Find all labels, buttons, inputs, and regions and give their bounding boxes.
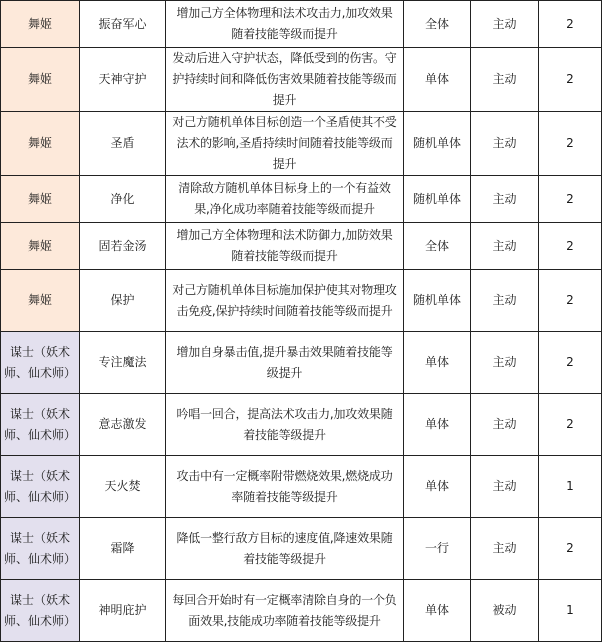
type-cell: 主动 <box>471 332 539 394</box>
target-cell: 全体 <box>404 223 471 270</box>
count-cell: 1 <box>539 456 602 518</box>
table-row <box>1 394 602 456</box>
count-cell: 2 <box>539 270 602 332</box>
type-cell: 主动 <box>471 112 539 176</box>
class-cell: 舞姬 <box>1 48 80 112</box>
class-cell: 舞姬 <box>1 1 80 48</box>
table-row <box>1 176 602 223</box>
skill-table-body <box>1 1 602 642</box>
count-cell: 2 <box>539 176 602 223</box>
count-cell: 2 <box>539 394 602 456</box>
class-cell: 舞姬 <box>1 176 80 223</box>
target-cell: 单体 <box>404 394 471 456</box>
description-cell: 攻击中有一定概率附带燃烧效果,燃烧成功率随着技能等级提升 <box>166 456 404 518</box>
description-cell: 对己方随机单体目标施加保护使其对物理攻击免疫,保护持续时间随着技能等级而提升 <box>166 270 404 332</box>
type-cell: 被动 <box>471 580 539 642</box>
class-cell: 舞姬 <box>1 270 80 332</box>
skill-name-cell: 意志激发 <box>80 394 166 456</box>
type-cell: 主动 <box>471 1 539 48</box>
description-cell: 降低一整行敌方目标的速度值,降速效果随着技能等级提升 <box>166 518 404 580</box>
description-cell: 发动后进入守护状态，降低受到的伤害。守护持续时间和降低伤害效果随着技能等级而提升 <box>166 48 404 112</box>
count-cell: 2 <box>539 223 602 270</box>
description-cell: 增加己方全体物理和法术攻击力,加攻效果随着技能等级而提升 <box>166 1 404 48</box>
description-cell: 每回合开始时有一定概率清除自身的一个负面效果,技能成功率随着技能等级提升 <box>166 580 404 642</box>
description-cell: 增加自身暴击值,提升暴击效果随着技能等级提升 <box>166 332 404 394</box>
skill-name-cell: 专注魔法 <box>80 332 166 394</box>
skill-name-cell: 圣盾 <box>80 112 166 176</box>
count-cell: 2 <box>539 48 602 112</box>
target-cell: 单体 <box>404 48 471 112</box>
type-cell: 主动 <box>471 394 539 456</box>
target-cell: 一行 <box>404 518 471 580</box>
target-cell: 随机单体 <box>404 176 471 223</box>
class-cell: 谋士（妖术师、仙术师） <box>1 580 80 642</box>
target-cell: 单体 <box>404 456 471 518</box>
table-row <box>1 1 602 48</box>
skill-name-cell: 天火焚 <box>80 456 166 518</box>
class-cell: 谋士（妖术师、仙术师） <box>1 332 80 394</box>
class-cell: 舞姬 <box>1 112 80 176</box>
table-row <box>1 270 602 332</box>
skill-name-cell: 保护 <box>80 270 166 332</box>
target-cell: 随机单体 <box>404 270 471 332</box>
count-cell: 1 <box>539 580 602 642</box>
description-cell: 增加己方全体物理和法术防御力,加防效果随着技能等级而提升 <box>166 223 404 270</box>
type-cell: 主动 <box>471 48 539 112</box>
type-cell: 主动 <box>471 518 539 580</box>
table-row <box>1 456 602 518</box>
skill-name-cell: 净化 <box>80 176 166 223</box>
class-cell: 舞姬 <box>1 223 80 270</box>
skill-name-cell: 神明庇护 <box>80 580 166 642</box>
class-cell: 谋士（妖术师、仙术师） <box>1 394 80 456</box>
table-row <box>1 223 602 270</box>
target-cell: 随机单体 <box>404 112 471 176</box>
count-cell: 2 <box>539 112 602 176</box>
table-row <box>1 48 602 112</box>
count-cell: 2 <box>539 1 602 48</box>
skill-name-cell: 固若金汤 <box>80 223 166 270</box>
target-cell: 全体 <box>404 1 471 48</box>
skill-name-cell: 振奋军心 <box>80 1 166 48</box>
description-cell: 吟唱一回合，提高法术攻击力,加攻效果随着技能等级提升 <box>166 394 404 456</box>
table-row <box>1 518 602 580</box>
description-cell: 清除敌方随机单体目标身上的一个有益效果,净化成功率随着技能等级而提升 <box>166 176 404 223</box>
type-cell: 主动 <box>471 456 539 518</box>
type-cell: 主动 <box>471 223 539 270</box>
type-cell: 主动 <box>471 270 539 332</box>
table-row <box>1 332 602 394</box>
count-cell: 2 <box>539 332 602 394</box>
class-cell: 谋士（妖术师、仙术师） <box>1 456 80 518</box>
target-cell: 单体 <box>404 332 471 394</box>
skill-name-cell: 天神守护 <box>80 48 166 112</box>
target-cell: 单体 <box>404 580 471 642</box>
skill-name-cell: 霜降 <box>80 518 166 580</box>
description-cell: 对己方随机单体目标创造一个圣盾使其不受法术的影响,圣盾持续时间随着技能等级而提升 <box>166 112 404 176</box>
table-row <box>1 580 602 642</box>
class-cell: 谋士（妖术师、仙术师） <box>1 518 80 580</box>
type-cell: 主动 <box>471 176 539 223</box>
table-row <box>1 112 602 176</box>
count-cell: 2 <box>539 518 602 580</box>
